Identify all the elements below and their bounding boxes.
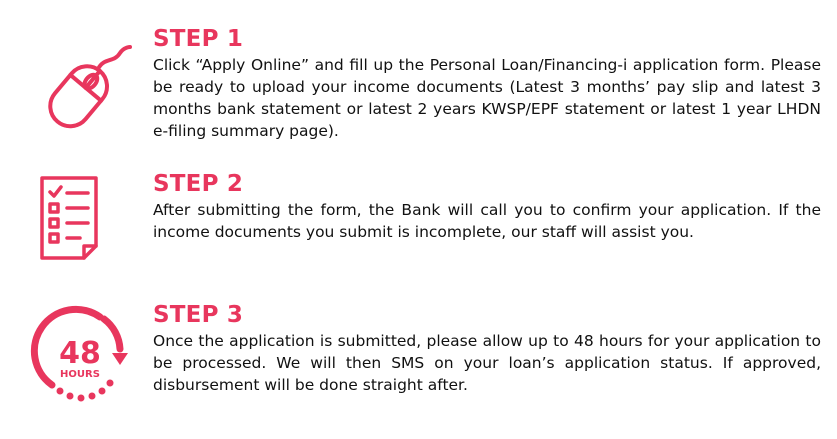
step-title: STEP 1 (153, 26, 244, 52)
step-title: STEP 2 (153, 171, 244, 197)
icon-label: HOURS (60, 369, 100, 380)
mouse-icon (32, 39, 132, 139)
icon-number: 48 (59, 336, 101, 371)
48-hours-icon (30, 305, 134, 409)
step-description: Click “Apply Online” and fill up the Personal Loan/Financing-i application form. Please be ready to upload your income documents (Latest 3 months’ pay slip and latest 3 months bank statement or latest 2 years KWSP/EPF statement or latest 1 year LHDN e-filing summary page). (153, 56, 821, 140)
step-description: After submitting the form, the Bank will call you to confirm your application. If the income documents you submit is incomplete, our staff will assist you. (153, 201, 821, 241)
step-description: Once the application is submitted, please allow up to 48 hours for your application to be processed. We will then SMS on your loan’s application status. If approved, disbursement will be done straight after. (153, 332, 821, 394)
step-title: STEP 3 (153, 302, 244, 328)
checklist-document-icon (38, 176, 138, 276)
